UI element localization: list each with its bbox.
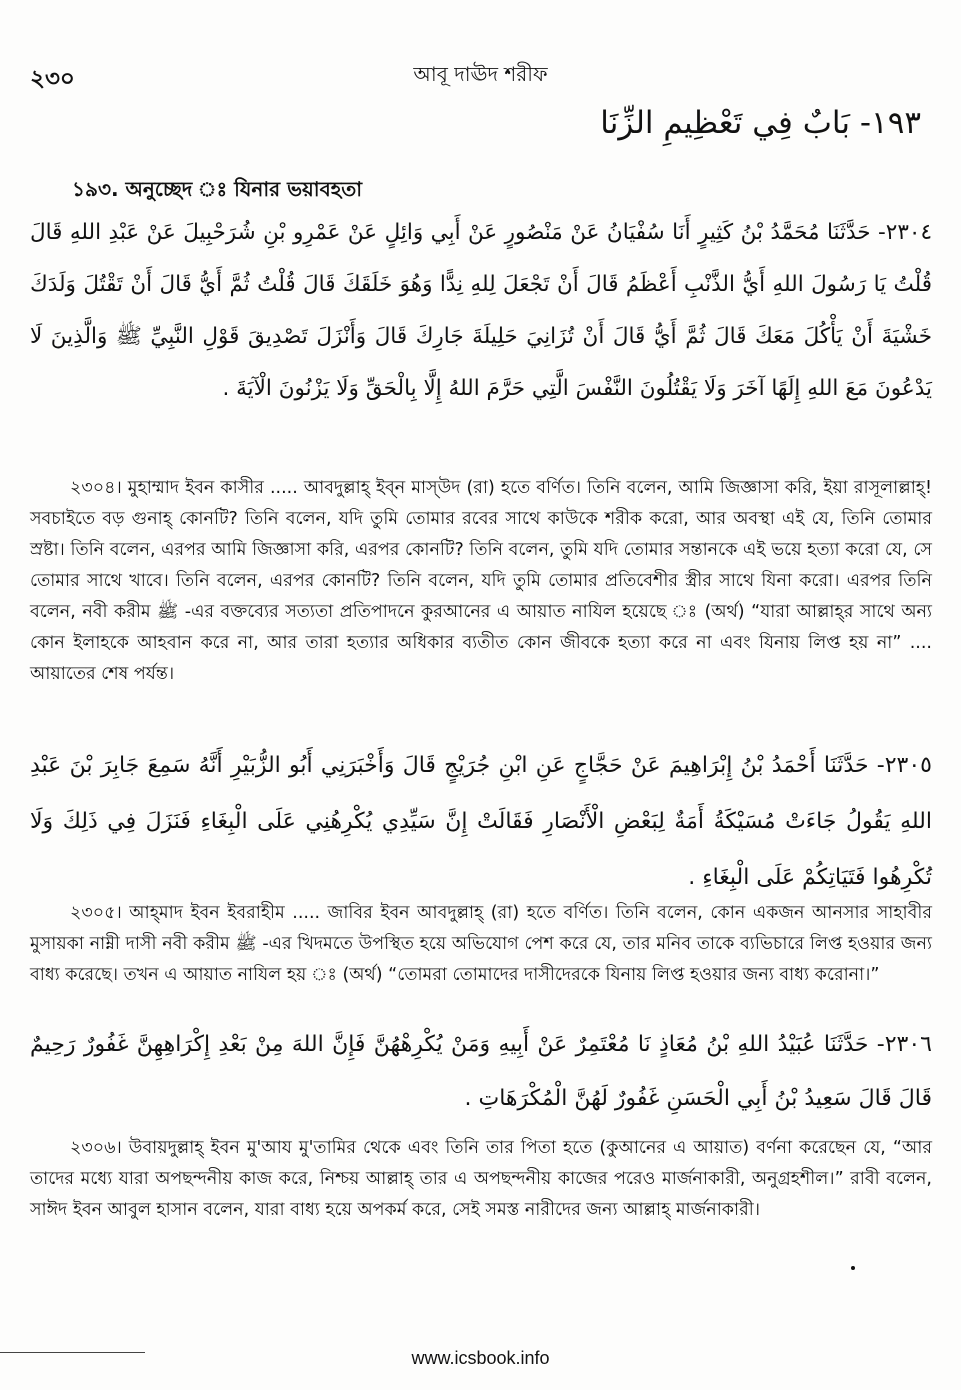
bengali-text: ২৩০৬। উবায়দুল্লাহ্ ইবন মু'আয মু'তামির থেকে এবং তিনি তার পিতা হতে (কুআনের এ আয়াত) বর্ণনা করেছেন যে, “আর তাদের মধ্যে যারা অপছন্দনীয় কাজ করে, নিশ্চয় আল্লাহ্ তার এ অপছন্দনীয় কাজের পরেও মার্জনাকারী, অনুগ্রহশীল।” রাবী বলেন, সাঈদ ইবন আবুল হাসান বলেন, যারা বাধ্য হয়ে অপকর্ম করে, সেই সমস্ত নারীদের জন্য আল্লাহ্ মার্জনাকারী।: [30, 1138, 932, 1220]
bengali-text: ২৩০৫। আহ্‌মাদ ইবন ইবরাহীম ..... জাবির ইবন আবদুল্লাহ্ (রা) হতে বর্ণিত। তিনি বলেন, কোন একজন আনসার সাহাবীর মুসায়কা নাম্নী দাসী নবী করীম ﷺ -এর খিদমতে উপস্থিত হয়ে অভিযোগ পেশ করে যে, তার মনিব তাকে ব্যভিচারে লিপ্ত হওয়ার জন্য বাধ্য করেছে। তখন এ আয়াত নাযিল হয় ঃ (অর্থ) “তোমরা তোমাদের দাসীদেরকে যিনায় লিপ্ত হওয়ার জন্য বাধ্য করোনা।”: [30, 903, 932, 985]
arabic-text: ٢٣٠٤- حَدَّثَنَا مُحَمَّدُ بْنُ كَثِيرٍ أَنَا سُفْيَانُ عَنْ مَنْصُورٍ عَنْ أَبِي وَائِلٍ عَنْ عَمْرِو بْنِ شُرَحْبِيلَ عَنْ عَبْدِ اللهِ قَالَ قُلْتُ يَا رَسُولَ اللهِ أَيُّ الذَّنْبِ أَعْظَمُ قَالَ أَنْ تَجْعَلَ لِلهِ نِدًّا وَهُوَ خَلَقَكَ قَالَ قُلْتُ ثُمَّ أَيُّ قَالَ أَنْ تَقْتُلَ وَلَدَكَ خَشْيَةَ أَنْ يَأْكُلَ مَعَكَ قَالَ ثُمَّ أَيُّ قَالَ أَنْ تُزَانِيَ حَلِيلَةَ جَارِكَ قَالَ وَأَنْزَلَ تَصْدِيقَ قَوْلِ النَّبِيِّ ﷺ وَالَّذِينَ لَا يَدْعُونَ مَعَ اللهِ إِلَهًا آخَرَ وَلَا يَقْتُلُونَ النَّفْسَ الَّتِي حَرَّمَ اللهُ إِلَّا بِالْحَقِّ وَلَا يَزْنُونَ الْآيَةَ .: [30, 220, 932, 401]
arabic-text: ٢٣٠٥- حَدَّثَنَا أَحْمَدُ بْنُ إِبْرَاهِيمَ عَنْ حَجَّاجٍ عَنِ ابْنِ جُرَيْجٍ قَالَ وَأَخْبَرَنِي أَبُو الزُّبَيْرِ أَنَّهُ سَمِعَ جَابِرَ بْنَ عَبْدِ اللهِ يَقُولُ جَاءَتْ مُسَيْكَةُ أَمَةٌ لِبَعْضِ الْأَنْصَارِ فَقَالَتْ إِنَّ سَيِّدِي يُكْرِهُنِي عَلَى الْبِغَاءِ فَنَزَلَ فِي ذَلِكَ وَلَا تُكْرِهُوا فَتَيَاتِكُمْ عَلَى الْبِغَاءِ .: [30, 753, 932, 890]
hadith-2306-arabic: [30, 1018, 932, 1126]
chapter-arabic-title: ١٩٣- بَابٌ فِي تَعْظِيمِ الزِّنَا: [600, 105, 921, 141]
page-number: ২৩০: [30, 66, 75, 92]
running-title: আবূ দাঊদ শরীফ: [413, 62, 548, 86]
arabic-text: ٢٣٠٦- حَدَّثَنَا عُبَيْدُ اللهِ بْنُ مُعَاذٍ نَا مُعْتَمِرٌ عَنْ أَبِيهِ وَمَنْ يُكْرِهْهُنَّ فَإِنَّ اللهَ مِنْ بَعْدِ إِكْرَاهِهِنَّ غَفُورٌ رَحِيمٌ قَالَ قَالَ سَعِيدُ بْنُ أَبِي الْحَسَنِ غَفُورٌ لَهُنَّ الْمُكْرَهَاتِ .: [30, 1032, 932, 1111]
footer-url[interactable]: www.icsbook.info: [411, 1348, 550, 1368]
hadith-2305-arabic: [30, 738, 932, 906]
hadith-2305-bengali: [30, 898, 932, 991]
hadith-2306-bengali: [30, 1133, 932, 1226]
hadith-2304-bengali: [30, 473, 932, 690]
chapter-bengali-title: ১৯৩. অনুচ্ছেদ ঃ যিনার ভয়াবহতা: [72, 177, 363, 201]
bengali-text: ২৩০৪। মুহাম্মাদ ইবন কাসীর ..... আবদুল্লাহ্ ইব্ন মাস্উদ (রা) হতে বর্ণিত। তিনি বলেন, আমি জিজ্ঞাসা করি, ইয়া রাসূলাল্লাহ্! সবচাইতে বড় গুনাহ্ কোনটি? তিনি বলেন, যদি তুমি তোমার রবের সাথে কাউকে শরীক করো, আর অবস্থা এই যে, তিনি তোমার স্রষ্টা। তিনি বলেন, এরপর আমি জিজ্ঞাসা করি, এরপর কোনটি? তিনি বলেন, তুমি যদি তোমার সন্তানকে এই ভয়ে হত্যা করো যে, সে তোমার সাথে খাবে। তিনি বলেন, এরপর কোনটি? তিনি বলেন, যদি তুমি তোমার প্রতিবেশীর স্ত্রীর সাথে যিনা করো। এরপর তিনি বলেন, নবী করীম ﷺ -এর বক্তব্যের সত্যতা প্রতিপাদনে কুরআনের এ আয়াত নাযিল হয়েছে ঃ (অর্থ) “যারা আল্লাহ্‌র সাথে অন্য কোন ইলাহকে আহবান করে না, আর তারা হত্যার অধিকার ব্যতীত কোন জীবকে হত্যা করে না এবং যিনায় লিপ্ত হয় না” .... আয়াতের শেষ পর্যন্ত।: [30, 478, 932, 684]
stray-mark: [851, 1266, 855, 1270]
hadith-2304-arabic: [30, 207, 932, 415]
